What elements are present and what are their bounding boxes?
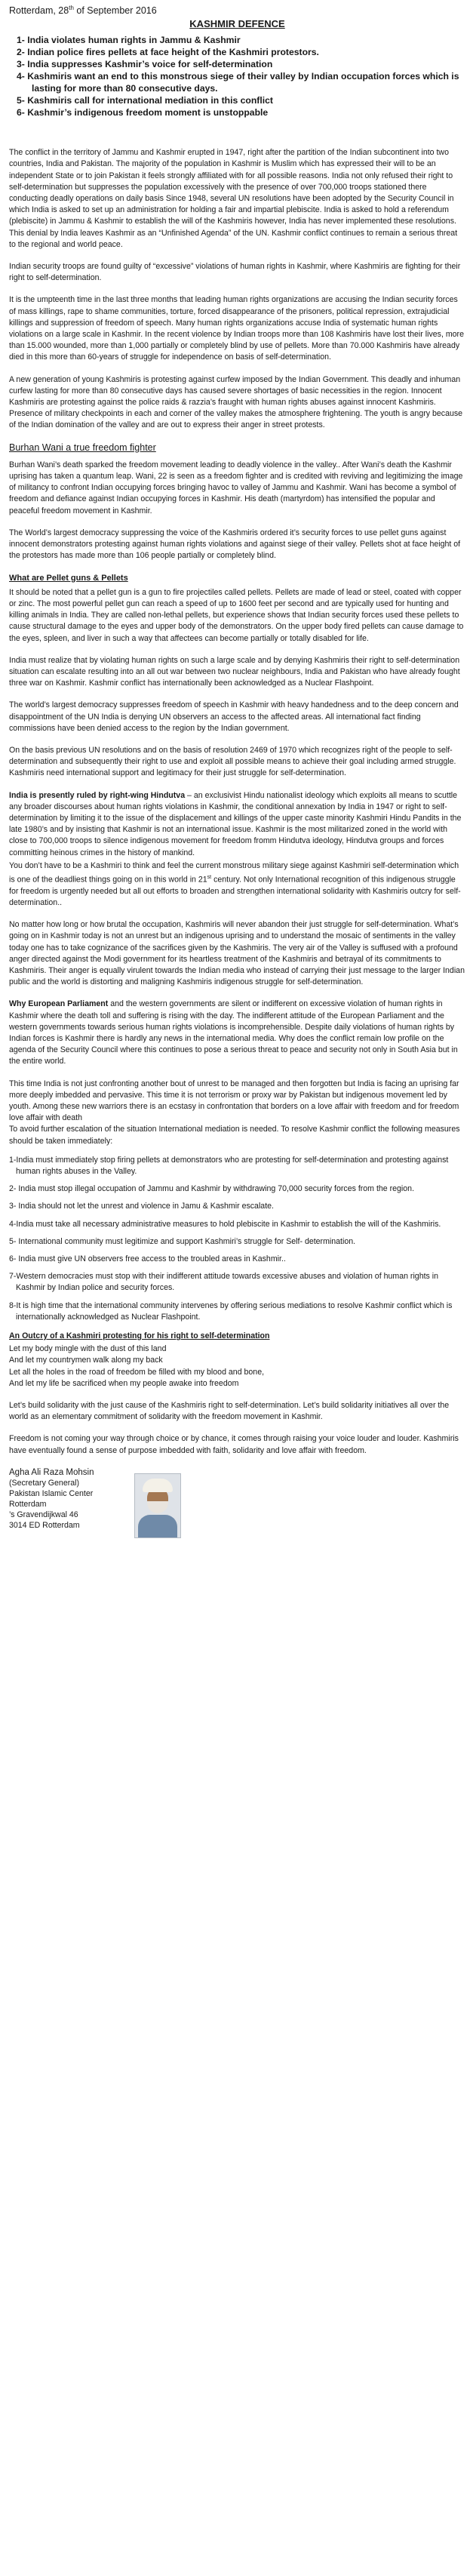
closing-paragraph: This time India is not just confronting another bout of unrest to be managed and then forgotten but India is facing an uprising far more deeply imbedded and pervasive. This time it is not terrorism or proxy war by Pakistan but indigenous movement led by youth. Among these new warriors there is an ecstasy in confrontation that borders on a love affair with freedom and for freedom love affair with death [9,1079,459,1123]
burhan-heading: Burhan Wani a true freedom fighter [9,442,156,453]
intro-paragraph: The conflict in the territory of Jammu and Kashmir erupted in 1947, right after the partition of the Indian subcontinent into two countries, India and Pakistan. The majority of the population in Kashmir is Muslim which has expressed their will to be an independent State or to join Pakistan it feels strongly affiliated with for all possible reasons. India not only refused their right to self-determination but suppresses the population excessively with the presence of over 700,000 troops stationed there conducting deadly operations on daily basis Since 1948, several UN resolutions have been adopted by the Security Council in which India is asked to set up an administration for holding a fair and impartial plebiscite. India is asked to hold a referendum (plebiscite) in Jammu & Kashmir to establish the will of the Kashmiris however, India has never implemented these resolutions. This denial by India leaves Kashmir as an “Unfinished Agenda” of the UN. Kashmir conflict continues to remain a serious threat to the regional and world peace. [9,148,458,249]
siege-text-after: century. Not only International recognition of this indigenous struggle for freedom is urgently needed but all out efforts to broaden and strengthen international solidarity with Kashmiris outcry for self-determination.. [9,875,461,907]
signature-text [9,1467,122,1531]
headline-item: 1- India violates human rights in Jammu & Kashmir [17,35,241,46]
poem-title: An Outcry of a Kashmiri protesting for his right to self-determination [9,1331,270,1340]
hindutva-paragraph [9,790,465,859]
dateline [9,5,465,17]
pellet-paragraph: On the basis previous UN resolutions and on the basis of resolution 2469 of 1970 which recognizes right of the people to self-determination and subsequently their right to use and exploit all possible means to achieve their goal including armed struggle. Kashmiris need international support and legitimacy for their just struggle for self-determination. [9,745,456,778]
hindutva-text: – an exclusivist Hindu nationalist ideology which exploits all means to scuttle any broader discourses about human rights violations in Kashmir, the conditional annexation by India in 1947 or right to self-determination by limiting it to the issue of the displacement and killings of the upper caste minority Kashmiri Hindu Pandits in the late 1980’s and by insisting that Kashmir is not an international issue. Kashmir is the most militarized zoned in the world with close to 700,000 troops to silence indigenous movement for freedom fromm Hindutva ideology, Hindutva groups and forces committing heinous crimes in the history of mankind. [9,790,462,857]
hindutva-lead: India is presently ruled by right-wing Hindutva [9,790,186,800]
poem-line: Let all the holes in the road of freedom be filled with my blood and bone, [9,1367,265,1377]
signature-block [9,1467,465,1538]
pellet-heading: What are Pellet guns & Pellets [9,573,128,583]
headline-item: 4- Kashmiris want an end to this monstrous siege of their valley by Indian occupation forces which is lasting for more than 80 consecutive days. [17,71,459,94]
burhan-paragraph: The World’s largest democracy suppressing the voice of the Kashmiris ordered it’s security forces to use pellet guns against innocent demonstrators protesting against human rights violations and against siege of their valley. Pellets shot at face height of the protestors has made more than 106 people partially or completely blind. [9,528,461,561]
poem-line: And let my life be sacrificed when my people awake into freedom [9,1378,239,1388]
signatory-org: Pakistan Islamic Center Rotterdam [9,1488,94,1509]
intro-paragraph: A new generation of young Kashmiris is protesting against curfew imposed by the Indian Government. This deadly and inhuman curfew lasting for more than 80 consecutive days has caused severe shortages of basic necessities in the region. Innocent Kashmiris are protesting against the police raids & razzia’s fraught with human rights abuses against innocent Kashmiris. Presence of military checkpoints in each and corner of the valley makes the atmosphere frightening. The youth is angry because of the Indian domination of the valley and are out to express their anger in street protests. [9,374,463,430]
headline-item: 2- Indian police fires pellets at face height of the Kashmiri protestors. [17,47,319,58]
intro-paragraph: It is the umpteenth time in the last three months that leading human rights organizations are accusing the Indian security forces of mass killings, rape to shame communities, torture, forced disappearance of the prisoners, political repression, extrajudicial killings and suppression of freedom of speech. Many human rights organizations accuse India of systematic human rights violations on a large scale in Kashmir. In the recent violence by Indian troops more than 108 Kashmiris have lost their lives, more than 15.000 wounded, more than 1,000 partially or completely blind by use of pellets. More than 70.000 Kashmiris have already died in this more than 60-years of struggle for independence on basis of self-determination. [9,295,464,362]
date-suffix: of September 2016 [73,5,157,16]
demand-item: 6- India must give UN observers free access to the troubled areas in Kashmir.. [9,1254,286,1263]
date-ordinal: th [69,4,74,11]
siege-paragraph [9,860,465,909]
signatory-street: ’s Gravendijkwal 46 [9,1510,78,1519]
document-title: KASHMIR DEFENCE [189,18,285,29]
demand-item: 1-India must immediately stop firing pellets at demonstrators who are protesting for self-determination and protesting against human rights abuses in the Valley. [9,1155,449,1176]
european-lead: Why European Parliament [9,999,109,1009]
pellet-paragraph: The world’s largest democracy suppresses freedom of speech in Kashmir with heavy handedness and to the deep concern and disappointment of the UN India is denying UN observers an access to the affected areas. All international fact finding commissions have been denied access to the region by the Indian government. [9,700,459,733]
headline-list [17,34,465,118]
headline-item: 6- Kashmir’s indigenous freedom moment is unstoppable [17,107,269,118]
pellet-paragraph: India must realize that by violating human rights on such a large scale and by denying Kashmiris their right to self-determination situation can escalate resulting into an all out war between two nuclear neighbours, India and Pakistan who have already fought three war on Kashmir. Kashmir conflict has internationally been acknowledged as a Nuclear Flashpoint. [9,655,460,688]
date-prefix: Rotterdam, 28 [9,5,69,16]
burhan-paragraph: Burhan Wani’s death sparked the freedom movement leading to deadly violence in the valley.. After Wani’s death the Kashmir uprising has taken a quantum leap. Wani, 22 is seen as a freedom fighter and is credited with reviving and legitimizing the image of militancy to confront Indian occupying forces bringing havoc to valley of Jammu and Kashmir. Wani has become a symbol of freedom and defiance against Indian occupying forces in Kashmir. His death (martyrdom) has intensified the popular and peaceful freedom movement in Kashmir. [9,460,463,516]
european-text: and the western governments are silent or indifferent on excessive violation of human rights in Kashmir where the death toll and suffering is rising with the day. The indifferent attitude of the European Parliament and the western governments towards serious human rights violations is incomprehensible. Despite daily violations of human rights by Indian forces is Kashmir there is hardly any news in the international media. Why does the conflict remain low profile on the agenda of the Security Council where this continues to pose a serious threat to peace and security not only in South Asia but in the entire world. [9,999,458,1066]
signatory-photo [134,1473,181,1538]
signatory-city: 3014 ED Rotterdam [9,1520,80,1530]
headline-item: 5- Kashmiris call for international mediation in this conflict [17,95,273,106]
struggle-paragraph: No matter how long or how brutal the occupation, Kashmiris will never abandon their just struggle for self-determination. What’s going on in Kashmir today is not an unrest but an indigenous uprising and to understand the mosaic of sentiments in the valley today one has to take cognizance of the sacrifices given by the Kashmiris. The very air of the Valley is suffused with a profound anger directed against the Modi government for its heartless treatment of the Kashmiris and betrayal of its commitments to Kashmiris. Their anger is equally virulent towards the Indian media who instead of carrying their just message to the larger Indian public and the world is distorting and maligning Kashmiris indigenous struggle for self-determination. [9,920,465,987]
demand-item: 5- International community must legitimize and support Kashmiri’s struggle for Self- determination. [9,1236,356,1246]
demands-list [9,1155,465,1323]
demand-item: 3- India should not let the unrest and violence in Jamu & Kashmir escalate. [9,1202,274,1211]
intro-paragraph: Indian security troops are found guilty of “excessive” violations of human rights in Kashmir, where Kashmiris are fighting for their right to self-determination. [9,262,461,283]
poem-line: Let my body mingle with the dust of this land [9,1344,167,1354]
siege-text-sup: st [207,874,212,880]
siege-text-before: You don’t have to be a Kashmiri to think and feel the current monstrous military siege against Kashmiri self-determination which is one of the deadliest things going on in this world in 21 [9,860,459,885]
freedom-paragraph: Freedom is not coming your way through choice or by chance, it comes through raising your voice louder and louder. Kashmiris have eventually found a sense of purpose imbedded with faith, solidarity and love affair with freedom. [9,1434,459,1455]
demand-item: 2- India must stop illegal occupation of Jammu and Kashmir by withdrawing 70,000 security forces from the region. [9,1184,415,1194]
demand-item: 4-India must take all necessary administrative measures to hold plebiscite in Kashmir to establish the will of the Kashmiris. [9,1219,441,1229]
demand-item: 7-Western democracies must stop with their indifferent attitude towards excessive abuses and violation of human rights in Kashmir by Indian police and security forces. [9,1272,439,1293]
solidarity-paragraph: Let’s build solidarity with the just cause of the Kashmiris right to self-determination. Let’s build solidarity initiatives all over the world as an elementary commitment of solidarity with the freedom movement in Kashmir. [9,1401,450,1422]
pellet-paragraph: It should be noted that a pellet gun is a gun to fire projectiles called pellets. Pellets are made of lead or steel, coated with copper or zinc. The most powerful pellet gun can reach a speed of up to 1600 feet per second and are typically used for hunting and killing animals in India. They are called non-lethal pellets, but experience shows that Indian security forces used these pellets to cause structural damage to the eyes and upper body of the demonstrators. On the upper body fired pellets can cause damage to the eyes, spleen, and liver in such a way that affectees can become partially or totally disabled for life. [9,587,464,643]
european-paragraph [9,999,465,1067]
poem [9,1343,465,1390]
poem-line: And let my countrymen walk along my back [9,1356,163,1365]
headline-item: 3- India suppresses Kashmir’s voice for self-determination [17,59,273,70]
signatory-role: (Secretary General) [9,1478,80,1488]
demands-intro: To avoid further escalation of the situation International mediation is needed. To resolve Kashmir conflict the following measures should be taken immediately: [9,1125,460,1146]
demand-item: 8-It is high time that the international community intervenes by offering serious mediations to resolve Kashmir conflict which is internationally acknowledged as Nuclear Flashpoint. [9,1300,453,1322]
signatory-name: Agha Ali Raza Mohsin [9,1467,94,1477]
